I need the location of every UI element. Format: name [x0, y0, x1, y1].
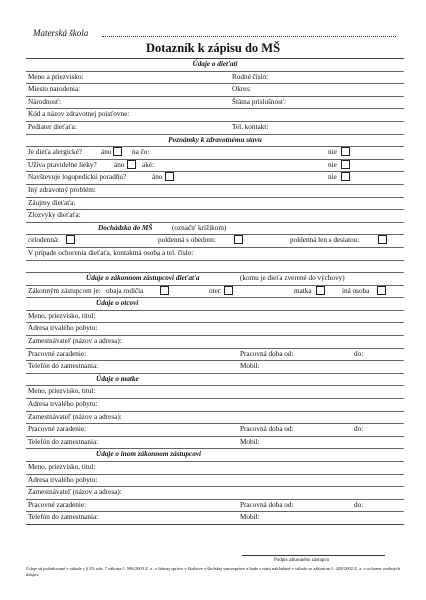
row-guardian-options: Zákonným zástupcom je: obaja rodičia otec matka iná osoba: [26, 286, 404, 299]
section-other-guardian: [26, 449, 404, 462]
full-day-checkbox[interactable]: [66, 235, 75, 244]
allergic-no-checkbox[interactable]: [341, 147, 350, 156]
questionnaire-form: [26, 58, 404, 525]
section-attendance: Dochádzka do MŠ (označiť krížikom): [26, 223, 404, 236]
school-label: Materská škola: [33, 28, 89, 38]
row-other-phone[interactable]: Telefón do zamestnania: Mobil:: [28, 513, 260, 522]
row-other-problem[interactable]: Iný zdravotný problém:: [26, 185, 404, 198]
section-mother: [26, 374, 404, 387]
row-mother-position[interactable]: Pracovné zaradenie: Pracovná doba od: do:: [26, 424, 404, 437]
father-checkbox[interactable]: [224, 286, 233, 295]
medicine-no-checkbox[interactable]: [341, 160, 350, 169]
school-name-line[interactable]: [102, 36, 396, 37]
section-title: Údaje o matke: [96, 374, 139, 383]
row-father-position[interactable]: Pracovné zaradenie: Pracovná doba od: do:: [26, 349, 404, 362]
mother-checkbox[interactable]: [316, 286, 325, 295]
page-title: Dotazník k zápisu do MŠ: [145, 41, 281, 55]
section-guardian: Údaje o zákonnom zástupcovi dieťaťa (komu je dieťa zverené do výchovy): [26, 273, 404, 286]
row-insurer[interactable]: Kód a názov zdravotnej poisťovne:: [26, 109, 404, 122]
other-person-checkbox[interactable]: [377, 286, 386, 295]
speech-no-checkbox[interactable]: [341, 172, 350, 181]
row-birthplace[interactable]: Miesto narodenia: Okres:: [26, 84, 404, 97]
row-father-name[interactable]: Meno, priezvisko, titul:: [26, 311, 404, 324]
row-interests[interactable]: Záujmy dieťaťa:: [26, 198, 404, 211]
row-other-address[interactable]: Adresa trvalého pobytu:: [26, 475, 404, 488]
signature-label: Podpis zákonného zástupcu: [274, 558, 330, 563]
section-title: Údaje o zákonnom zástupcovi dieťaťa: [86, 274, 200, 283]
signature-line[interactable]: [242, 555, 385, 556]
section-father: [26, 298, 404, 311]
legal-footer: Údaje sú požadované v súlade s § 29, ods. 7 zákona č. 596/2003 Z. z. o štátnej správe v školstve a školskej samospráve a bude s nimi nakladané v súlade so zákonom č. 428/2002 Z. z. o ochrane osobných údajov.: [26, 566, 401, 577]
section-title: Dochádzka do MŠ: [98, 223, 153, 232]
row-mother-phone[interactable]: Telefón do zamestnania: Mobil:: [26, 437, 404, 450]
row-father-address[interactable]: Adresa trvalého pobytu:: [26, 323, 404, 336]
half-snack-checkbox[interactable]: [378, 235, 387, 244]
both-parents-checkbox[interactable]: [160, 286, 169, 295]
section-title: Poznámky k zdravotnému stavu: [168, 135, 262, 144]
row-child-name[interactable]: Meno a priezvisko: Rodné číslo:: [26, 72, 404, 85]
row-father-phone[interactable]: Telefón do zamestnania: Mobil:: [26, 361, 404, 374]
half-lunch-checkbox[interactable]: [234, 235, 243, 244]
section-title: Údaje o dieťati: [192, 60, 238, 68]
row-other-employer[interactable]: Zamestnávateľ (názov a adresa):: [26, 487, 404, 500]
allergic-yes-checkbox[interactable]: [113, 147, 122, 156]
row-other-name[interactable]: Meno, priezvisko, titul:: [26, 462, 404, 475]
row-illness-contact[interactable]: V prípade ochorenia dieťaťa, kontaktná osoba a tel. číslo:: [26, 248, 404, 261]
row-father-employer[interactable]: Zamestnávateľ (názov a adresa):: [26, 336, 404, 349]
section-title: Údaje o otcovi: [96, 299, 139, 308]
row-mother-address[interactable]: Adresa trvalého pobytu:: [26, 399, 404, 412]
row-nationality[interactable]: Národnosť: Štátna príslušnosť:: [26, 97, 404, 110]
row-medicine: Užíva pravidelne lieky? áno aké: nie: [26, 160, 404, 173]
row-speech: Navštevuje logopedickú poradňu? áno nie: [26, 172, 404, 185]
section-title: Údaje o inom zákonnom zástupcovi: [96, 450, 202, 459]
row-mother-employer[interactable]: Zamestnávateľ (názov a adresa):: [26, 412, 404, 425]
section-child: [26, 59, 404, 72]
section-health: [26, 135, 404, 148]
row-other-position[interactable]: Pracovné zaradenie: Pracovná doba od: do:: [26, 500, 404, 513]
row-mother-name[interactable]: Meno, priezvisko, titul:: [26, 386, 404, 399]
medicine-yes-checkbox[interactable]: [127, 160, 136, 169]
speech-yes-checkbox[interactable]: [165, 172, 174, 181]
row-allergic: Je dieťa alergické? áno na čo: nie: [26, 147, 404, 160]
row-habits[interactable]: Zlozvyky dieťaťa:: [26, 210, 404, 223]
row-pediatrician[interactable]: Pediater dieťaťa: Tel. kontakt:: [26, 122, 404, 135]
row-spacer[interactable]: [26, 261, 404, 274]
row-attendance-options: celodenná: poldenná s obedom: poldenná len s desiatou:: [26, 235, 404, 248]
